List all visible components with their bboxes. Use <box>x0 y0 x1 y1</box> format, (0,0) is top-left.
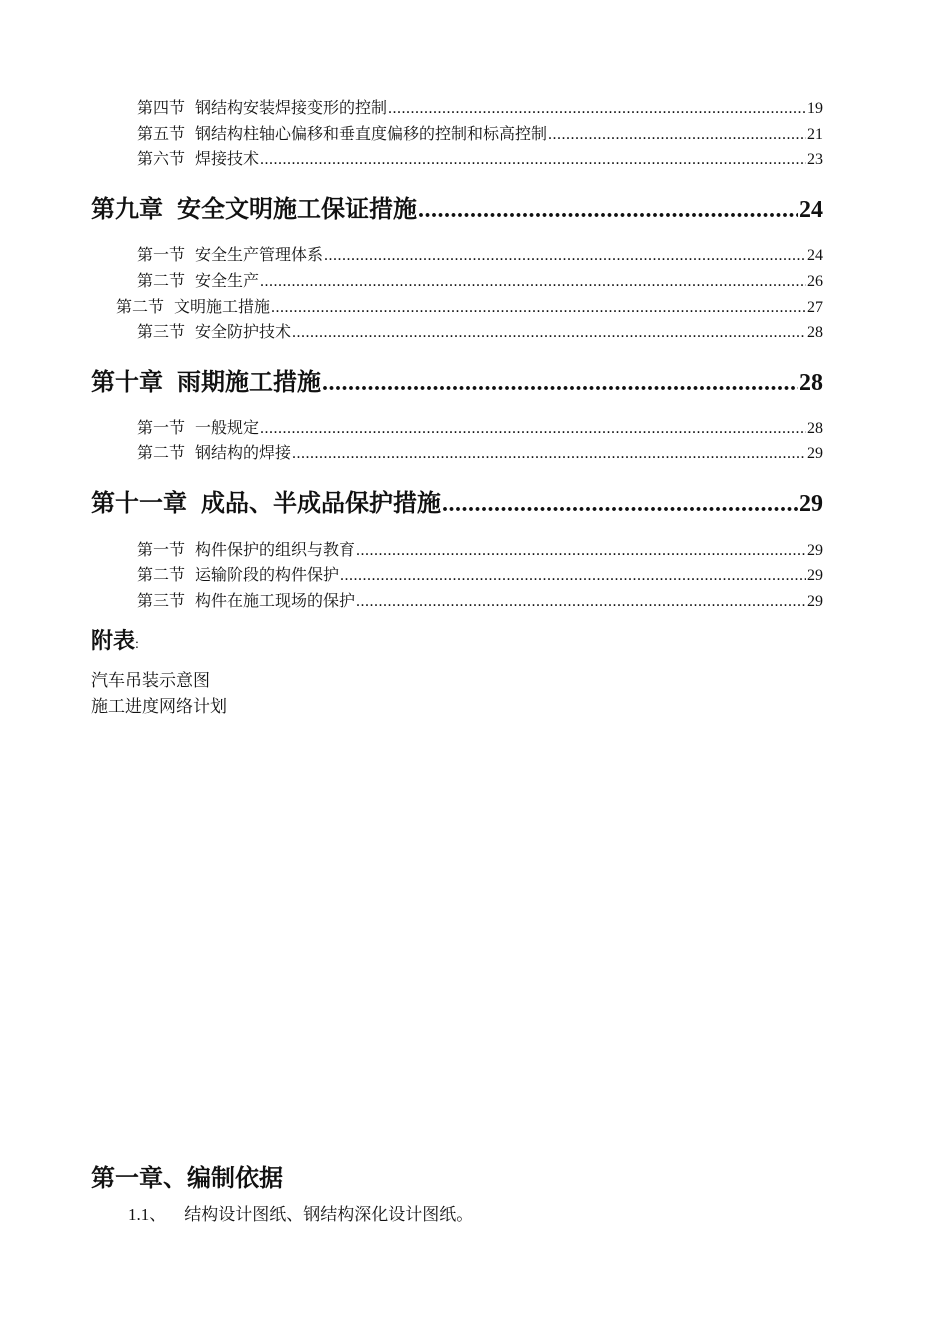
section-title: 构件保护的组织与教育 <box>195 542 356 559</box>
toc-page-number: 29 <box>799 491 823 517</box>
chapter-title: 雨期施工措施 <box>177 370 321 396</box>
appendix-title <box>91 624 139 655</box>
section-number: 第二节 <box>137 567 186 584</box>
appendix-colon: : <box>135 637 139 652</box>
toc-page-number: 21 <box>807 126 823 143</box>
section-number: 第二节 <box>137 273 186 290</box>
toc-entry-section[interactable] <box>137 537 823 561</box>
section-number: 第三节 <box>137 324 186 341</box>
toc-page-number: 23 <box>807 151 823 168</box>
section-number: 第一节 <box>137 542 186 559</box>
section-title: 一般规定 <box>195 420 260 437</box>
toc-entry-section[interactable] <box>137 95 823 119</box>
toc-entry-chapter[interactable] <box>91 189 823 225</box>
toc-leader-dots <box>292 324 806 342</box>
toc-leader-dots <box>322 370 798 397</box>
chapter-number: 第十章 <box>91 370 163 396</box>
section-number: 第二节 <box>116 299 165 316</box>
chapter-number: 第九章 <box>91 197 163 223</box>
toc-leader-dots <box>340 567 806 585</box>
toc-entry-section[interactable] <box>137 146 823 170</box>
section-number: 第六节 <box>137 151 186 168</box>
toc-leader-dots <box>356 542 806 560</box>
toc-entry-section[interactable] <box>116 294 823 318</box>
toc-page-number: 29 <box>807 593 823 610</box>
section-title: 钢结构安装焊接变形的控制 <box>195 100 388 117</box>
toc-page-number: 27 <box>807 299 823 316</box>
toc-leader-dots <box>388 100 806 118</box>
toc-page-number: 26 <box>807 273 823 290</box>
toc-leader-dots <box>442 491 798 518</box>
section-title: 安全生产管理体系 <box>195 247 324 264</box>
appendix-item[interactable]: 汽车吊装示意图 <box>91 671 210 690</box>
toc-page-number: 28 <box>799 370 823 396</box>
chapter-number: 第十一章 <box>91 491 187 517</box>
section-title: 焊接技术 <box>195 151 260 168</box>
toc-page-number: 29 <box>807 445 823 462</box>
toc-entry-section[interactable] <box>137 121 823 145</box>
section-number: 第三节 <box>137 593 186 610</box>
toc-leader-dots <box>324 247 806 265</box>
section-title: 运输阶段的构件保护 <box>195 567 340 584</box>
toc-leader-dots <box>260 273 806 291</box>
toc-entry-section[interactable] <box>137 562 823 586</box>
basis-item-text: 结构设计图纸、钢结构深化设计图纸。 <box>184 1205 474 1224</box>
section-number: 第一节 <box>137 420 186 437</box>
toc-page-number: 28 <box>807 324 823 341</box>
toc-entry-section[interactable] <box>137 319 823 343</box>
section-title: 钢结构柱轴心偏移和垂直度偏移的控制和标高控制 <box>195 126 548 143</box>
toc-entry-chapter[interactable] <box>91 362 823 398</box>
toc-entry-section[interactable] <box>137 242 823 266</box>
toc-entry-chapter[interactable] <box>91 483 823 519</box>
basis-item-index: 1.1、 <box>128 1205 167 1224</box>
appendix-title-text: 附表 <box>91 628 136 653</box>
chapter-title: 成品、半成品保护措施 <box>201 491 441 517</box>
toc-leader-dots <box>292 445 806 463</box>
toc-page-number: 24 <box>807 247 823 264</box>
section-title: 构件在施工现场的保护 <box>195 593 356 610</box>
toc-entry-section[interactable] <box>137 268 823 292</box>
toc-page-number: 19 <box>807 100 823 117</box>
toc-leader-dots <box>260 420 806 438</box>
toc-page-number: 29 <box>807 542 823 559</box>
section-number: 第五节 <box>137 126 186 143</box>
toc-leader-dots <box>271 299 806 317</box>
toc-page-number: 29 <box>807 567 823 584</box>
toc-leader-dots <box>260 151 806 169</box>
section-title: 文明施工措施 <box>174 299 271 316</box>
toc-entry-section[interactable] <box>137 440 823 464</box>
section-number: 第二节 <box>137 445 186 462</box>
section-number: 第四节 <box>137 100 186 117</box>
appendix-item[interactable]: 施工进度网络计划 <box>91 697 227 716</box>
toc-leader-dots <box>548 126 806 144</box>
basis-item <box>128 1200 473 1225</box>
toc-leader-dots <box>418 197 798 224</box>
section-title: 安全生产 <box>195 273 260 290</box>
toc-leader-dots <box>356 593 806 611</box>
toc-page-number: 28 <box>807 420 823 437</box>
chapter-heading: 第一章、编制依据 <box>91 1166 283 1192</box>
toc-entry-section[interactable] <box>137 415 823 439</box>
chapter-title: 安全文明施工保证措施 <box>177 197 417 223</box>
toc-entry-section[interactable] <box>137 588 823 612</box>
toc-page-number: 24 <box>799 197 823 223</box>
section-title: 钢结构的焊接 <box>195 445 292 462</box>
section-title: 安全防护技术 <box>195 324 292 341</box>
section-number: 第一节 <box>137 247 186 264</box>
